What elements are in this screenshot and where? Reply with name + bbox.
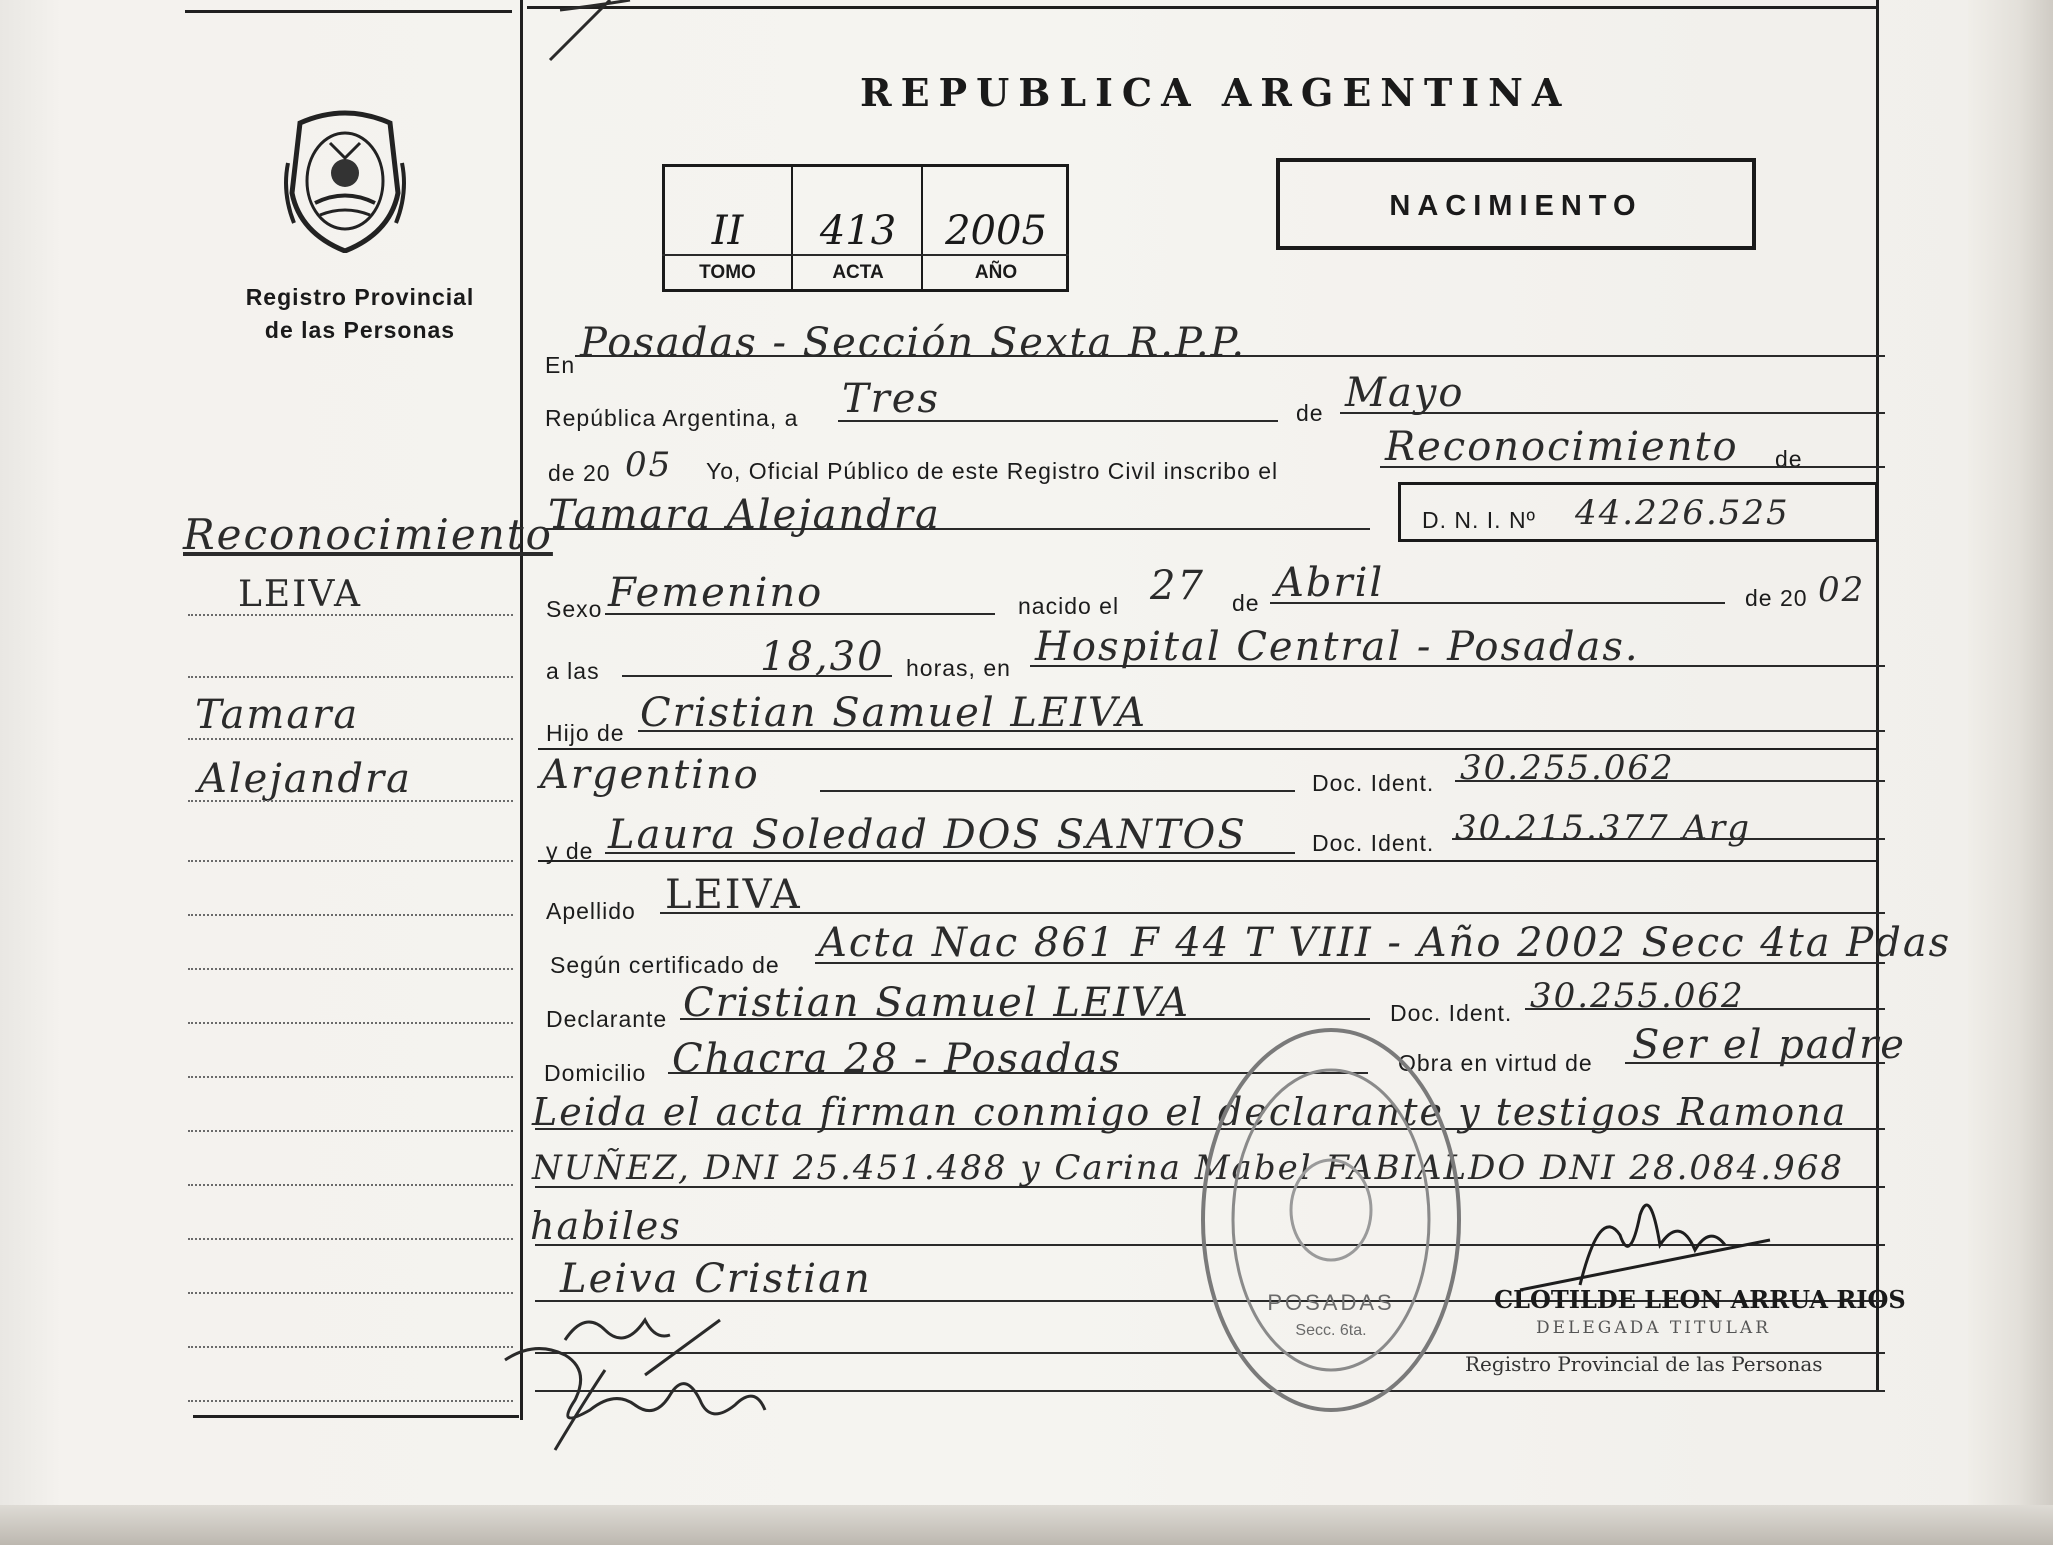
label-nacido: nacido el	[1018, 593, 1120, 619]
margin-line	[188, 1130, 513, 1132]
margin-note-line-5: Alejandra	[198, 756, 412, 802]
label-segun: Según certificado de	[550, 952, 780, 978]
misiones-coat-of-arms-icon	[280, 103, 410, 253]
register-caption-rule	[662, 254, 1069, 256]
registry-name-line-1: Registro Provincial	[245, 284, 475, 310]
value-apellido: LEIVA	[665, 872, 802, 918]
label-y-de: y de	[546, 838, 594, 864]
label-horas-en: horas, en	[906, 655, 1011, 681]
label-obra-en-virtud: Obra en virtud de	[1398, 1050, 1593, 1076]
value-year: 05	[625, 445, 673, 485]
value-declarante-doc: 30.255.062	[1530, 976, 1745, 1016]
left-column-bottom-rule	[193, 1415, 519, 1418]
tomo-value: II	[711, 208, 744, 254]
line-en	[575, 355, 1885, 357]
free-text-line-2: NUÑEZ, DNI 25.451.488 y Carina Mabel FABIALDO DNI 28.084.968	[532, 1148, 1844, 1188]
value-declarante: Cristian Samuel LEIVA	[683, 980, 1190, 1026]
left-column-top-rule	[185, 10, 512, 13]
line-month	[1340, 412, 1885, 414]
line-madre	[605, 852, 1295, 854]
line-nacionalidad	[820, 790, 1295, 792]
column-divider-line	[520, 0, 523, 1420]
label-sexo: Sexo	[546, 596, 603, 622]
line-lugar	[1030, 665, 1885, 667]
line-padre-doc	[1455, 780, 1885, 782]
margin-line	[188, 860, 513, 862]
line-nacido-month	[1270, 602, 1725, 604]
book-spine-shadow	[0, 1505, 2053, 1545]
label-domicilio: Domicilio	[544, 1060, 647, 1086]
value-nacido-year: 02	[1818, 570, 1866, 610]
value-madre-doc: 30.215.377 Arg	[1455, 808, 1752, 848]
act-type-label: NACIMIENTO	[1389, 190, 1643, 222]
top-pen-stroke-icon	[540, 0, 680, 70]
official-role: DELEGADA TITULAR	[1536, 1318, 1771, 1338]
value-day: Tres	[842, 376, 940, 422]
label-doc-ident-madre: Doc. Ident.	[1312, 830, 1435, 856]
value-segun-certificado: Acta Nac 861 F 44 T VIII - Año 2002 Secc 4ta Pdas	[818, 920, 1952, 966]
label-declarante: Declarante	[546, 1006, 668, 1032]
registry-name	[210, 281, 510, 347]
label-dni: D. N. I. Nº	[1422, 507, 1536, 533]
margin-line	[188, 1346, 513, 1348]
margin-line	[188, 800, 513, 802]
acta-value: 413	[819, 208, 897, 254]
label-apellido: Apellido	[546, 898, 636, 924]
value-nacido-day: 27	[1150, 563, 1205, 609]
book-page-edge	[1968, 0, 2053, 1545]
margin-line	[188, 738, 513, 740]
stamp-city: POSADAS	[1267, 1290, 1395, 1315]
value-sexo: Femenino	[608, 570, 824, 616]
ano-caption: AÑO	[974, 262, 1018, 283]
line-sexo	[605, 613, 995, 615]
mother-separator	[538, 860, 1878, 862]
value-inscribo: Reconocimiento	[1385, 424, 1739, 470]
line-inscribo	[1380, 466, 1885, 468]
line-nombre	[545, 528, 1370, 530]
value-nacido-month: Abril	[1275, 560, 1385, 606]
margin-line	[188, 614, 513, 616]
value-padre-nacionalidad: Argentino	[540, 752, 760, 798]
label-de-2: de	[1775, 446, 1803, 472]
value-lugar-nacimiento: Hospital Central - Posadas.	[1035, 624, 1640, 670]
right-border-line	[1876, 0, 1879, 1390]
value-padre: Cristian Samuel LEIVA	[640, 690, 1147, 736]
official-stamp-icon	[1196, 1020, 1466, 1420]
label-yo-oficial: Yo, Oficial Público de este Registro Civil inscribo el	[706, 458, 1279, 484]
free-text-line-3: habiles	[530, 1204, 682, 1248]
margin-line	[188, 914, 513, 916]
line-apellido	[660, 912, 1885, 914]
label-de-3: de	[1232, 590, 1260, 616]
margin-line	[188, 968, 513, 970]
line-hora	[622, 675, 892, 677]
value-month: Mayo	[1345, 370, 1465, 416]
value-dni: 44.226.525	[1575, 493, 1790, 533]
stamp-section: Secc. 6ta.	[1295, 1322, 1367, 1339]
label-a-las: a las	[546, 658, 600, 684]
label-year-prefix: de 20	[548, 460, 611, 486]
registry-name-line-2: de las Personas	[264, 317, 456, 343]
value-madre: Laura Soledad DOS SANTOS	[608, 812, 1247, 858]
line-padre	[638, 730, 1885, 732]
parents-separator	[538, 748, 1878, 750]
tomo-caption: TOMO	[699, 262, 756, 283]
witness-signature-icon	[495, 1300, 835, 1460]
signature-declarante: Leiva Cristian	[560, 1256, 872, 1302]
line-day	[838, 420, 1278, 422]
margin-line	[188, 1184, 513, 1186]
value-padre-doc: 30.255.062	[1460, 748, 1675, 788]
value-lugar-inscripcion: Posadas - Sección Sexta R.P.P.	[580, 320, 1247, 366]
margin-line	[188, 1076, 513, 1078]
official-name: CLOTILDE LEON ARRUA RIOS	[1494, 1285, 1906, 1314]
margin-note-line-2: LEIVA	[238, 574, 362, 615]
value-nombre: Tamara Alejandra	[548, 492, 941, 538]
main-top-rule	[527, 6, 1877, 9]
line-segun	[815, 962, 1885, 964]
label-de20: de 20	[1745, 585, 1808, 611]
ano-value: 2005	[945, 208, 1047, 254]
value-obra: Ser el padre	[1632, 1022, 1906, 1068]
label-hijo-de: Hijo de	[546, 720, 625, 746]
label-en: En	[545, 352, 576, 378]
line-obra	[1625, 1062, 1885, 1064]
acta-caption: ACTA	[832, 262, 884, 283]
line-declarante-doc	[1525, 1008, 1885, 1010]
label-de: de	[1296, 400, 1324, 426]
official-org: Registro Provincial de las Personas	[1465, 1352, 1823, 1376]
line-madre-doc	[1452, 838, 1885, 840]
label-republica: República Argentina, a	[545, 405, 799, 431]
document-title: REPUBLICA ARGENTINA	[860, 70, 1571, 115]
free-text-line-1: Leida el acta firman conmigo el declarante y testigos Ramona	[532, 1090, 1848, 1134]
value-hora: 18,30	[760, 634, 885, 680]
margin-line	[188, 1292, 513, 1294]
margin-line	[188, 1238, 513, 1240]
label-doc-ident-padre: Doc. Ident.	[1312, 770, 1435, 796]
margin-line	[188, 1022, 513, 1024]
margin-note-line-1: Reconocimiento	[183, 510, 553, 559]
label-doc-ident-declarante: Doc. Ident.	[1390, 1000, 1513, 1026]
value-domicilio: Chacra 28 - Posadas	[672, 1036, 1122, 1082]
margin-line	[188, 676, 513, 678]
margin-note-line-4: Tamara	[195, 692, 360, 738]
margin-line	[188, 1400, 513, 1402]
official-signature-icon	[1480, 1175, 1810, 1295]
